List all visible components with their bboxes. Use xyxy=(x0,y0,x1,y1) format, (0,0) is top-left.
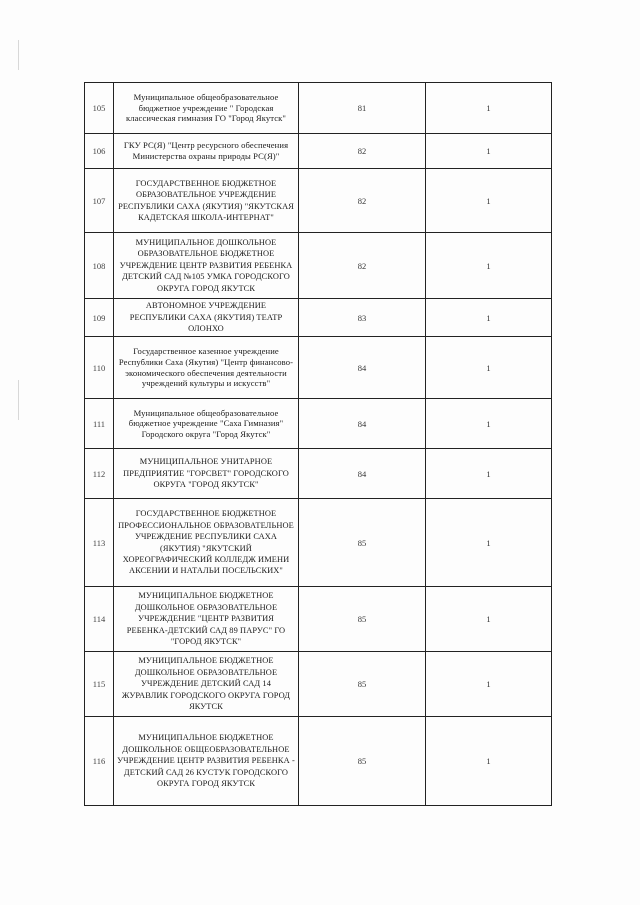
organization-name: МУНИЦИПАЛЬНОЕ БЮДЖЕТНОЕ ДОШКОЛЬНОЕ ОБРАЗОВАТЕЛЬНОЕ УЧРЕЖДЕНИЕ "ЦЕНТР РАЗВИТИЯ РЕБЕНКА-ДЕТСКИЙ САД 89 ПАРУС" ГО "ГОРОД ЯКУТСК" xyxy=(114,587,299,652)
count-value: 1 xyxy=(426,299,552,337)
score-value: 85 xyxy=(299,652,426,717)
row-number: 116 xyxy=(85,717,114,806)
organization-name: МУНИЦИПАЛЬНОЕ УНИТАРНОЕ ПРЕДПРИЯТИЕ "ГОРСВЕТ" ГОРОДСКОГО ОКРУГА "ГОРОД ЯКУТСК" xyxy=(114,449,299,499)
score-value: 81 xyxy=(299,83,426,134)
table-row xyxy=(85,499,552,587)
score-value: 84 xyxy=(299,449,426,499)
organization-name: МУНИЦИПАЛЬНОЕ БЮДЖЕТНОЕ ДОШКОЛЬНОЕ ОБЩЕОБРАЗОВАТЕЛЬНОЕ УЧРЕЖДЕНИЕ ЦЕНТР РАЗВИТИЯ РЕБЕНКА - ДЕТСКИЙ САД 26 КУСТУК ГОРОДСКОГО ОКРУГА ГОРОД ЯКУТСК xyxy=(114,717,299,806)
table-row xyxy=(85,587,552,652)
score-value: 85 xyxy=(299,499,426,587)
organization-name: ГОСУДАРСТВЕННОЕ БЮДЖЕТНОЕ ОБРАЗОВАТЕЛЬНОЕ УЧРЕЖДЕНИЕ РЕСПУБЛИКИ САХА (ЯКУТИЯ) "ЯКУТСКАЯ КАДЕТСКАЯ ШКОЛА-ИНТЕРНАТ" xyxy=(114,169,299,233)
score-value: 84 xyxy=(299,399,426,449)
count-value: 1 xyxy=(426,449,552,499)
count-value: 1 xyxy=(426,499,552,587)
row-number: 111 xyxy=(85,399,114,449)
organization-name: АВТОНОМНОЕ УЧРЕЖДЕНИЕ РЕСПУБЛИКИ САХА (ЯКУТИЯ) ТЕАТР ОЛОНХО xyxy=(114,299,299,337)
scan-artifact xyxy=(18,380,19,420)
count-value: 1 xyxy=(426,169,552,233)
row-number: 110 xyxy=(85,337,114,399)
row-number: 115 xyxy=(85,652,114,717)
score-value: 82 xyxy=(299,169,426,233)
count-value: 1 xyxy=(426,399,552,449)
table-row xyxy=(85,652,552,717)
count-value: 1 xyxy=(426,233,552,299)
row-number: 114 xyxy=(85,587,114,652)
score-value: 84 xyxy=(299,337,426,399)
score-value: 82 xyxy=(299,134,426,169)
table-row xyxy=(85,399,552,449)
organization-name: ГКУ РС(Я) "Центр ресурсного обеспечения Министерства охраны природы РС(Я)" xyxy=(114,134,299,169)
count-value: 1 xyxy=(426,652,552,717)
table-row xyxy=(85,299,552,337)
count-value: 1 xyxy=(426,134,552,169)
organization-name: ГОСУДАРСТВЕННОЕ БЮДЖЕТНОЕ ПРОФЕССИОНАЛЬНОЕ ОБРАЗОВАТЕЛЬНОЕ УЧРЕЖДЕНИЕ РЕСПУБЛИКИ САХА (ЯКУТИЯ) "ЯКУТСКИЙ ХОРЕОГРАФИЧЕСКИЙ КОЛЛЕДЖ ИМЕНИ АКСЕНИИ И НАТАЛЬИ ПОСЕЛЬСКИХ" xyxy=(114,499,299,587)
row-number: 107 xyxy=(85,169,114,233)
row-number: 109 xyxy=(85,299,114,337)
organization-name: Муниципальное общеобразовательное бюджетное учреждение " Городская классическая гимназия ГО "Город Якутск" xyxy=(114,83,299,134)
count-value: 1 xyxy=(426,717,552,806)
organization-name: МУНИЦИПАЛЬНОЕ БЮДЖЕТНОЕ ДОШКОЛЬНОЕ ОБРАЗОВАТЕЛЬНОЕ УЧРЕЖДЕНИЕ ДЕТСКИЙ САД 14 ЖУРАВЛИК ГОРОДСКОГО ОКРУГА ГОРОД ЯКУТСК xyxy=(114,652,299,717)
organization-name: МУНИЦИПАЛЬНОЕ ДОШКОЛЬНОЕ ОБРАЗОВАТЕЛЬНОЕ БЮДЖЕТНОЕ УЧРЕЖДЕНИЕ ЦЕНТР РАЗВИТИЯ РЕБЕНКА ДЕТСКИЙ САД №105 УМКА ГОРОДСКОГО ОКРУГА ГОРОД ЯКУТСК xyxy=(114,233,299,299)
score-value: 85 xyxy=(299,717,426,806)
score-value: 82 xyxy=(299,233,426,299)
row-number: 106 xyxy=(85,134,114,169)
table-row xyxy=(85,449,552,499)
table-row xyxy=(85,717,552,806)
table-row xyxy=(85,134,552,169)
row-number: 112 xyxy=(85,449,114,499)
score-value: 83 xyxy=(299,299,426,337)
table-row xyxy=(85,233,552,299)
score-value: 85 xyxy=(299,587,426,652)
organization-name: Государственное казенное учреждение Республики Саха (Якутия) "Центр финансово-экономического обеспечения деятельности учреждений культуры и искусств" xyxy=(114,337,299,399)
count-value: 1 xyxy=(426,587,552,652)
count-value: 1 xyxy=(426,83,552,134)
row-number: 105 xyxy=(85,83,114,134)
scan-artifact xyxy=(18,40,19,70)
row-number: 113 xyxy=(85,499,114,587)
table-row xyxy=(85,337,552,399)
organizations-table xyxy=(84,82,552,806)
table-body xyxy=(85,83,552,806)
table-row xyxy=(85,83,552,134)
organization-name: Муниципальное общеобразовательное бюджетное учреждение "Саха Гимназия" Городского округа "Город Якутск" xyxy=(114,399,299,449)
table-row xyxy=(85,169,552,233)
row-number: 108 xyxy=(85,233,114,299)
count-value: 1 xyxy=(426,337,552,399)
